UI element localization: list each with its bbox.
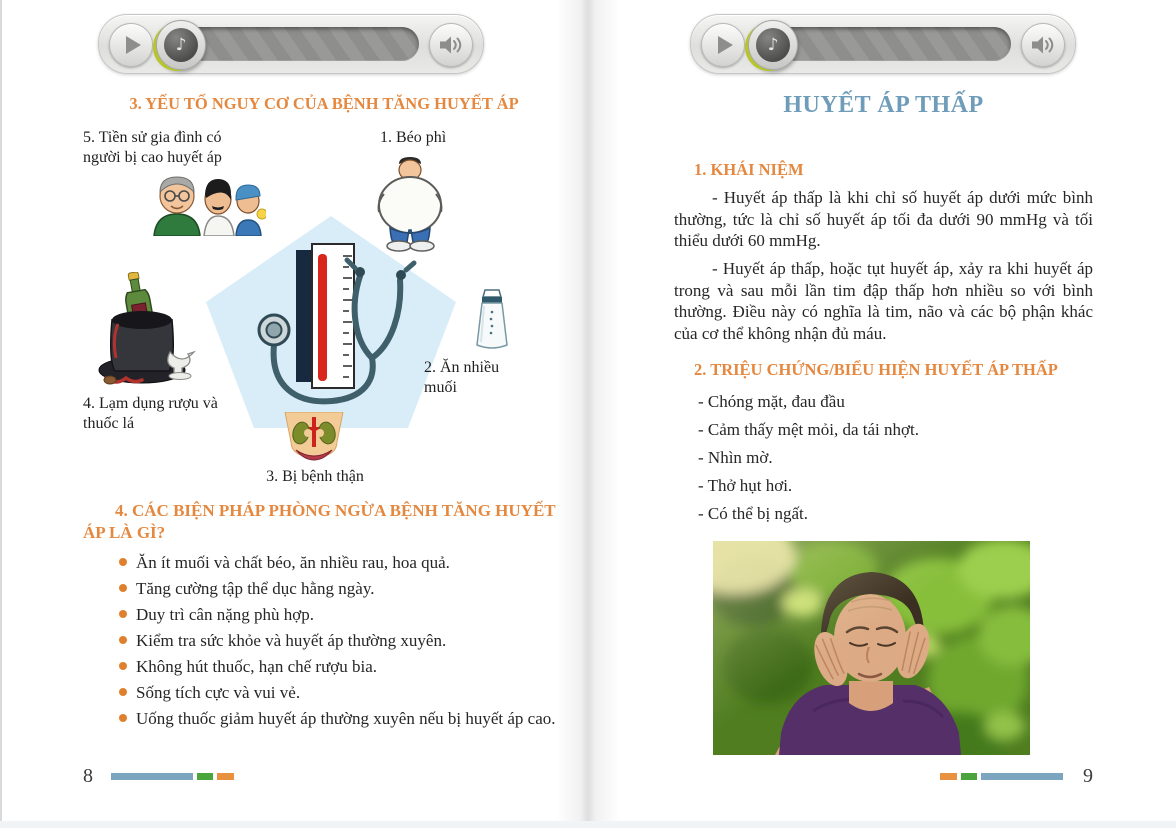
- play-button[interactable]: [701, 23, 745, 67]
- bullet-icon: [119, 558, 127, 566]
- section-heading-prevention: 4. CÁC BIỆN PHÁP PHÒNG NGỪA BỆNH TĂNG HUYẾT ÁP LÀ GÌ?: [83, 501, 556, 542]
- label-salt: 2. Ăn nhiều muối: [424, 359, 500, 396]
- salt-shaker-illustration: [472, 288, 512, 350]
- page-edge-bottom: [0, 821, 1176, 828]
- page-footer: [940, 765, 1093, 787]
- label-kidney: 3. Bị bệnh thận: [266, 468, 364, 485]
- volume-button[interactable]: [429, 23, 473, 67]
- bullet-icon: [119, 662, 127, 670]
- list-item: - Chóng mặt, đau đầu: [698, 392, 845, 411]
- list-item: Uống thuốc giảm huyết áp thường xuyên nếu bị huyết áp cao.: [83, 708, 570, 729]
- list-item: Kiểm tra sức khỏe và huyết áp thường xuyên.: [83, 630, 570, 651]
- bullet-icon: [119, 688, 127, 696]
- slider-thumb[interactable]: [748, 20, 798, 70]
- list-item: - Thở hụt hơi.: [698, 476, 793, 495]
- music-note-icon: ♪: [164, 28, 198, 62]
- list-item: Duy trì cân nặng phù hợp.: [83, 604, 570, 625]
- play-icon: [718, 36, 733, 54]
- music-note-icon: ♪: [756, 28, 790, 62]
- page-edge-left: [0, 0, 2, 828]
- list-item: Sống tích cực và vui vẻ.: [83, 682, 570, 703]
- list-item: Tăng cường tập thể dục hằng ngày.: [83, 578, 570, 599]
- footer-bar-orange: [217, 773, 234, 780]
- list-item: Ăn ít muối và chất béo, ăn nhiều rau, hoa quả.: [83, 552, 570, 573]
- label-alcohol: 4. Lạm dụng rượu và thuốc lá: [83, 395, 218, 432]
- list-item: Không hút thuốc, hạn chế rượu bia.: [83, 656, 570, 677]
- footer-bars: [111, 773, 234, 780]
- page-number: 8: [83, 764, 93, 787]
- section-heading-concept: 1. KHÁI NIỆM: [694, 160, 804, 179]
- bullet-icon: [119, 636, 127, 644]
- footer-bar-green: [961, 773, 977, 780]
- alcohol-tobacco-illustration: [92, 272, 197, 390]
- section-heading-risk-factors: 3. YẾU TỐ NGUY CƠ CỦA BỆNH TĂNG HUYẾT ÁP: [129, 94, 519, 113]
- footer-bar-orange: [940, 773, 957, 780]
- audio-player: [98, 14, 484, 74]
- bullet-icon: [119, 714, 127, 722]
- list-item: - Có thể bị ngất.: [698, 504, 809, 523]
- bullet-icon: [119, 584, 127, 592]
- prevention-list: [83, 552, 570, 734]
- page-number: 9: [1083, 764, 1093, 787]
- section-heading-symptoms: 2. TRIỆU CHỨNG/BIỂU HIỆN HUYẾT ÁP THẤP: [694, 360, 1058, 379]
- paragraph: - Huyết áp thấp là khi chỉ số huyết áp dưới mức bình thường, tức là chỉ số huyết áp tối đa dưới 90 mmHg và tối thiểu dưới 60 mmHg.: [674, 188, 1093, 250]
- label-family-history: 5. Tiền sử gia đình có người bị cao huyết áp: [83, 129, 222, 166]
- bullet-icon: [119, 610, 127, 618]
- list-item: - Nhìn mờ.: [698, 448, 773, 467]
- page-footer: [83, 765, 234, 787]
- audio-player: [690, 14, 1076, 74]
- paragraph: - Huyết áp thấp, hoặc tụt huyết áp, xảy ra khi huyết áp trong và sau mỗi lần tim đập thấp hơn nhiều so với bình thường. Điều này có nghĩa là tim, não và các bộ phận khác của cơ thể không nhận đủ máu.: [674, 259, 1093, 343]
- page-title: HUYẾT ÁP THẤP: [783, 92, 984, 118]
- family-illustration: [148, 170, 266, 236]
- footer-bar-blue: [111, 773, 193, 780]
- footer-bars: [940, 773, 1063, 780]
- slider-thumb[interactable]: [156, 20, 206, 70]
- obesity-illustration: [366, 156, 454, 252]
- symptom-list: [674, 391, 1093, 531]
- footer-bar-green: [197, 773, 213, 780]
- play-icon: [126, 36, 141, 54]
- volume-icon: [439, 35, 463, 55]
- headache-photo: [713, 541, 1030, 755]
- footer-bar-blue: [981, 773, 1063, 780]
- play-button[interactable]: [109, 23, 153, 67]
- volume-button[interactable]: [1021, 23, 1065, 67]
- kidney-illustration: [282, 412, 346, 466]
- label-obesity: 1. Béo phì: [380, 129, 447, 146]
- list-item: - Cảm thấy mệt mỏi, da tái nhợt.: [698, 420, 919, 439]
- volume-icon: [1031, 35, 1055, 55]
